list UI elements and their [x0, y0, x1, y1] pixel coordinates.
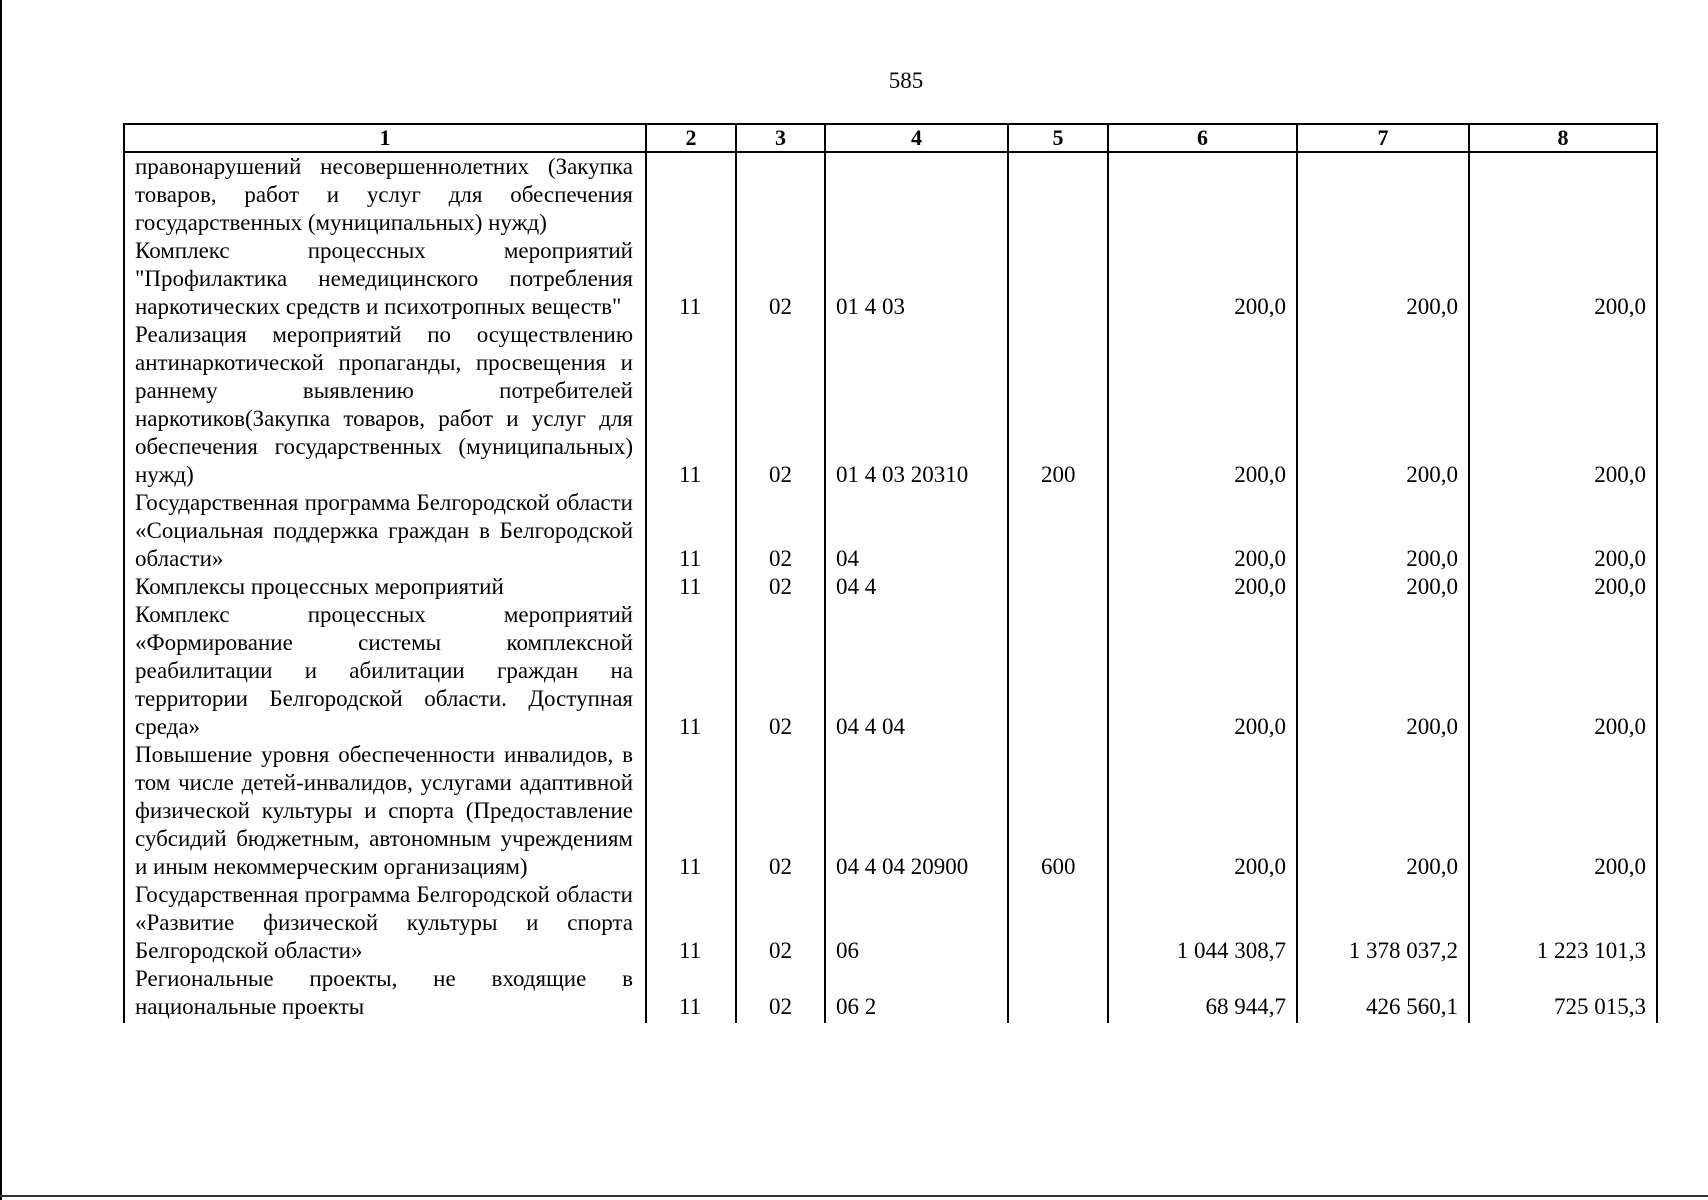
budget-table: [123, 123, 1658, 1023]
row-section: [646, 152, 736, 237]
row-expense-type: [1008, 237, 1108, 321]
row-expense-type: [1008, 601, 1108, 741]
row-amount-8: 200,0: [1469, 741, 1657, 881]
table-row: [124, 741, 1657, 881]
row-amount-8: 200,0: [1469, 601, 1657, 741]
header-row: [124, 124, 1657, 152]
header-col-3: 3: [736, 124, 825, 152]
row-amount-8: 725 015,3: [1469, 965, 1657, 1023]
row-amount-6: 200,0: [1108, 489, 1297, 573]
row-target-article: 04 4: [825, 573, 1008, 601]
row-section: 11: [646, 965, 736, 1023]
row-amount-7: [1297, 152, 1469, 237]
row-target-article: 06: [825, 881, 1008, 965]
row-description: правонарушений несовершеннолетних (Закупка товаров, работ и услуг для обеспечения государственных (муниципальных) нужд): [124, 152, 646, 237]
row-section: 11: [646, 237, 736, 321]
row-description: Государственная программа Белгородской области «Развитие физической культуры и спорта Белгородской области»: [124, 881, 646, 965]
row-amount-8: 1 223 101,3: [1469, 881, 1657, 965]
row-target-article: 01 4 03 20310: [825, 321, 1008, 489]
row-amount-6: 200,0: [1108, 237, 1297, 321]
row-amount-7: 200,0: [1297, 321, 1469, 489]
row-amount-6: 200,0: [1108, 573, 1297, 601]
row-subsection: [736, 152, 825, 237]
row-description: Государственная программа Белгородской области «Социальная поддержка граждан в Белгородской области»: [124, 489, 646, 573]
row-section: 11: [646, 741, 736, 881]
table-row: [124, 601, 1657, 741]
header-col-4: 4: [825, 124, 1008, 152]
row-target-article: 04 4 04 20900: [825, 741, 1008, 881]
row-subsection: 02: [736, 573, 825, 601]
page-bottom-edge: [0, 1195, 1708, 1197]
row-expense-type: [1008, 152, 1108, 237]
row-amount-7: 1 378 037,2: [1297, 881, 1469, 965]
row-amount-7: 200,0: [1297, 601, 1469, 741]
row-description: Комплекс процессных мероприятий "Профилактика немедицинского потребления наркотических средств и психотропных веществ": [124, 237, 646, 321]
row-expense-type: 600: [1008, 741, 1108, 881]
header-col-6: 6: [1108, 124, 1297, 152]
row-amount-6: 200,0: [1108, 601, 1297, 741]
table-row: [124, 881, 1657, 965]
header-col-1: 1: [124, 124, 646, 152]
row-section: 11: [646, 601, 736, 741]
row-description: Комплексы процессных мероприятий: [124, 573, 646, 601]
row-subsection: 02: [736, 965, 825, 1023]
row-section: 11: [646, 321, 736, 489]
row-target-article: 06 2: [825, 965, 1008, 1023]
row-amount-6: 200,0: [1108, 321, 1297, 489]
page-left-edge: [0, 0, 2, 1200]
row-description: Реализация мероприятий по осуществлению антинаркотической пропаганды, просвещения и раннему выявлению потребителей наркотиков(Закупка товаров, работ и услуг для обеспечения государственных (муниципальных) нужд): [124, 321, 646, 489]
table-row: [124, 573, 1657, 601]
row-subsection: 02: [736, 601, 825, 741]
row-amount-8: 200,0: [1469, 321, 1657, 489]
table-row: [124, 152, 1657, 237]
row-target-article: 04 4 04: [825, 601, 1008, 741]
row-amount-6: 200,0: [1108, 741, 1297, 881]
row-section: 11: [646, 573, 736, 601]
header-col-7: 7: [1297, 124, 1469, 152]
page-number: 585: [888, 68, 924, 93]
header-col-2: 2: [646, 124, 736, 152]
row-description: Комплекс процессных мероприятий «Формирование системы комплексной реабилитации и абилитации граждан на территории Белгородской области. Доступная среда»: [124, 601, 646, 741]
row-amount-7: 200,0: [1297, 489, 1469, 573]
row-amount-6: 68 944,7: [1108, 965, 1297, 1023]
row-amount-6: [1108, 152, 1297, 237]
header-col-8: 8: [1469, 124, 1657, 152]
row-amount-6: 1 044 308,7: [1108, 881, 1297, 965]
row-target-article: 04: [825, 489, 1008, 573]
row-subsection: 02: [736, 237, 825, 321]
row-amount-8: [1469, 152, 1657, 237]
row-amount-7: 200,0: [1297, 237, 1469, 321]
row-expense-type: 200: [1008, 321, 1108, 489]
table-row: [124, 321, 1657, 489]
table-row: [124, 965, 1657, 1023]
row-expense-type: [1008, 881, 1108, 965]
row-amount-8: 200,0: [1469, 237, 1657, 321]
header-col-5: 5: [1008, 124, 1108, 152]
row-amount-8: 200,0: [1469, 573, 1657, 601]
table-row: [124, 237, 1657, 321]
row-target-article: [825, 152, 1008, 237]
row-expense-type: [1008, 573, 1108, 601]
row-amount-7: 200,0: [1297, 573, 1469, 601]
row-section: 11: [646, 881, 736, 965]
row-subsection: 02: [736, 741, 825, 881]
row-description: Региональные проекты, не входящие в национальные проекты: [124, 965, 646, 1023]
row-section: 11: [646, 489, 736, 573]
row-description: Повышение уровня обеспеченности инвалидов, в том числе детей-инвалидов, услугами адаптивной физической культуры и спорта (Предоставление субсидий бюджетным, автономным учреждениям и иным некоммерческим организациям): [124, 741, 646, 881]
row-target-article: 01 4 03: [825, 237, 1008, 321]
row-subsection: 02: [736, 881, 825, 965]
row-expense-type: [1008, 965, 1108, 1023]
row-subsection: 02: [736, 321, 825, 489]
row-subsection: 02: [736, 489, 825, 573]
table-row: [124, 489, 1657, 573]
row-expense-type: [1008, 489, 1108, 573]
row-amount-7: 200,0: [1297, 741, 1469, 881]
row-amount-8: 200,0: [1469, 489, 1657, 573]
row-amount-7: 426 560,1: [1297, 965, 1469, 1023]
